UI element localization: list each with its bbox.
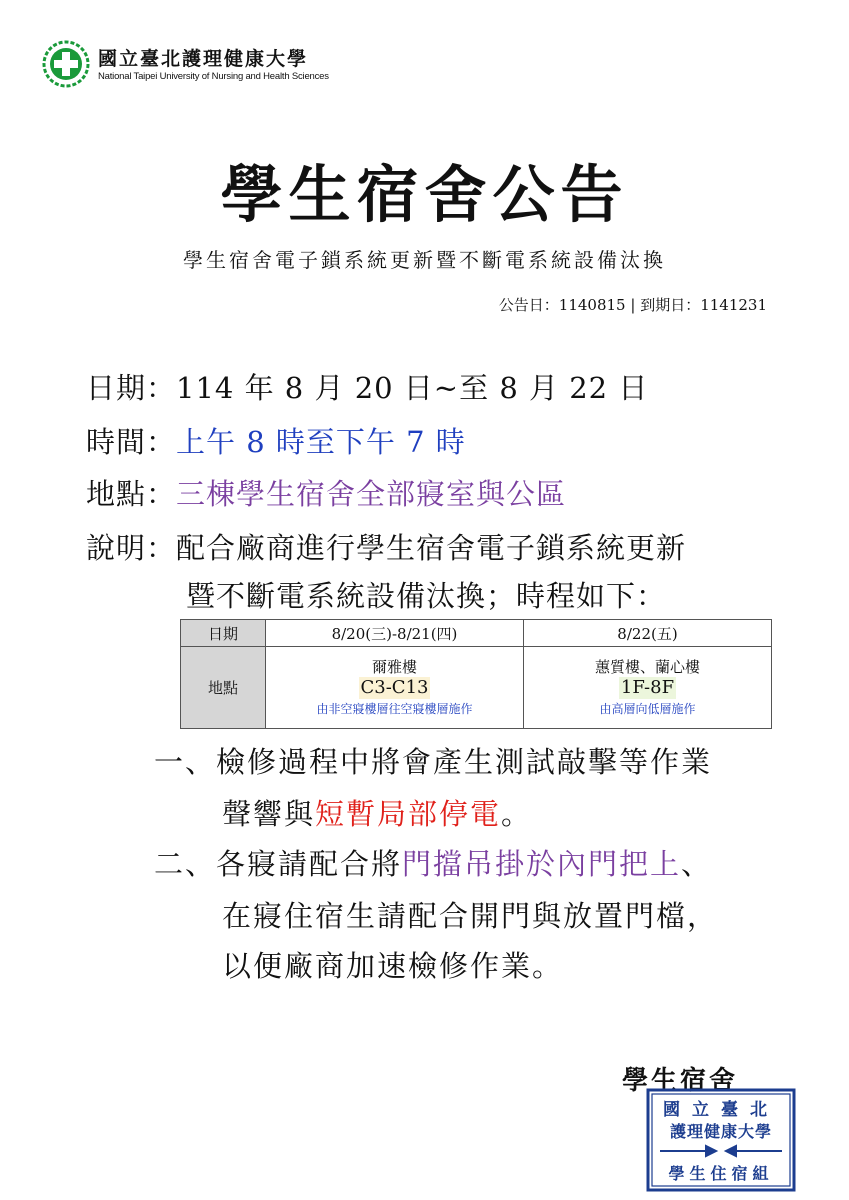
page-title: 學生宿舍公告	[220, 158, 629, 231]
work-order-note: 由非空寢樓層往空寢樓層施作	[316, 701, 473, 716]
table-cell-place-1	[266, 647, 524, 729]
description-line-1: 配合廠商進行學生宿舍電子鎖系統更新	[176, 531, 687, 565]
floor-range: 1F-8F	[620, 676, 675, 698]
description-row	[86, 526, 686, 567]
official-stamp-icon	[646, 1088, 796, 1192]
list-item-2-line-3: 以便廠商加速檢修作業。	[222, 949, 564, 983]
university-name-en: National Taipei University of Nursing and Health Sciences	[98, 71, 329, 82]
date-label: 日期：	[86, 371, 177, 405]
place-row	[86, 472, 566, 513]
list-text: 聲響與	[222, 797, 316, 831]
work-order-note: 由高層向低層施作	[599, 701, 696, 716]
table-row	[181, 620, 772, 647]
list-item-1-line-2	[222, 792, 532, 833]
date-value: 114 年 8 月 20 日~至 8 月 22 日	[176, 371, 649, 405]
stamp-text-row-1: 國立臺北	[663, 1100, 779, 1120]
university-logo-icon	[42, 40, 90, 88]
list-item-1: 一、檢修過程中將會產生測試敲擊等作業	[154, 745, 713, 779]
table-cell-place-2	[524, 647, 772, 729]
stamp-arrows	[660, 1146, 782, 1156]
description-line-2: 暨不斷電系統設備汰換；時程如下：	[186, 579, 667, 613]
time-value: 上午 8 時至下午 7 時	[176, 425, 466, 459]
table-header-date: 日期	[181, 620, 266, 647]
door-stopper-highlight: 門擋吊掛於內門把上	[402, 847, 682, 881]
stamp-text-row-4: 學生住宿組	[668, 1164, 774, 1183]
description-label: 說明：	[86, 531, 177, 565]
place-label: 地點：	[86, 477, 177, 511]
time-row	[86, 420, 466, 461]
building-name: 爾雅樓	[371, 657, 417, 676]
time-label: 時間：	[86, 425, 177, 459]
stamp-text-row-2: 護理健康大學	[669, 1122, 773, 1141]
building-name: 蕙質樓、蘭心樓	[594, 657, 700, 676]
list-item-2	[154, 842, 712, 883]
power-outage-highlight: 短暫局部停電	[315, 797, 502, 831]
date-row	[86, 366, 648, 407]
list-text: 。	[501, 797, 533, 831]
signature: 學生宿舍	[622, 1066, 739, 1096]
list-text: 、	[681, 847, 713, 881]
room-range: C3-C13	[360, 676, 429, 698]
page-subtitle: 學生宿舍電子鎖系統更新暨不斷電系統設備汰換	[183, 248, 666, 272]
place-value: 三棟學生宿舍全部寢室與公區	[176, 477, 567, 511]
university-name-zh: 國立臺北護理健康大學	[98, 48, 309, 70]
list-text: 二、各寢請配合將	[154, 847, 403, 881]
notice-dates: 公告日：1140815 | 到期日：1141231	[498, 296, 767, 314]
list-item-2-line-2: 在寢住宿生請配合開門與放置門檔，	[222, 899, 719, 933]
table-row	[181, 647, 772, 729]
table-cell-date-2: 8/22(五)	[524, 620, 772, 647]
schedule-table	[180, 619, 772, 729]
table-cell-date-1: 8/20(三)-8/21(四)	[266, 620, 524, 647]
table-header-place: 地點	[181, 647, 266, 729]
